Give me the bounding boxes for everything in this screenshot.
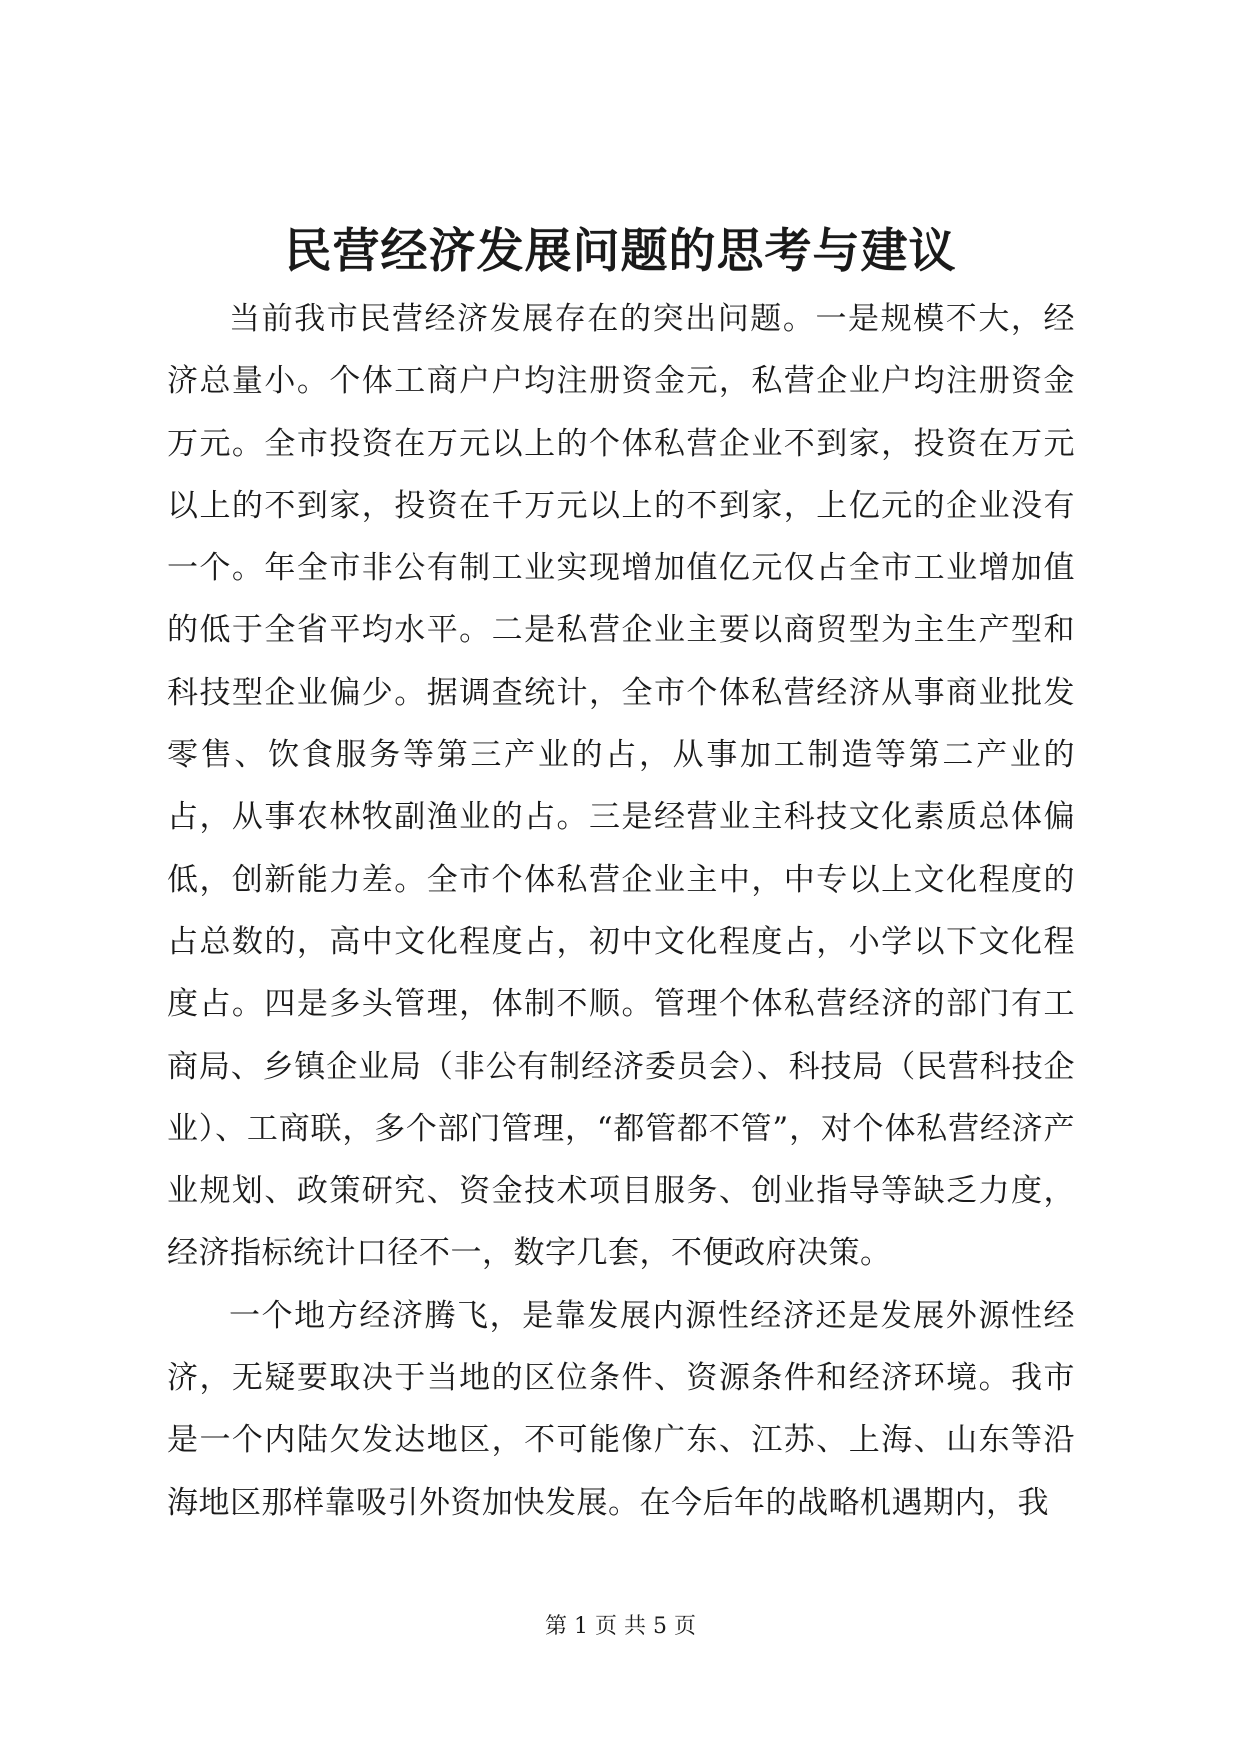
paragraph-1: 当前我市民营经济发展存在的突出问题。一是规模不大，经济总量小。个体工商户户均注册资金元，私营企业户均注册资金万元。全市投资在万元以上的个体私营企业不到家，投资在万元以上的不到家，投资在千万元以上的不到家，上亿元的企业没有一个。年全市非公有制工业实现增加值亿元仅占全市工业增加值的低于全省平均水平。二是私营企业主要以商贸型为主生产型和科技型企业偏少。据调查统计，全市个体私营经济从事商业批发零售、饮食服务等第三产业的占，从事加工制造等第二产业的占，从事农林牧副渔业的占。三是经营业主科技文化素质总体偏低，创新能力差。全市个体私营企业主中，中专以上文化程度的占总数的，高中文化程度占，初中文化程度占，小学以下文化程度占。四是多头管理，体制不顺。管理个体私营经济的部门有工商局、乡镇企业局（非公有制经济委员会）、科技局（民营科技企业）、工商联，多个部门管理，“都管都不管”，对个体私营经济产业规划、政策研究、资金技术项目服务、创业指导等缺乏力度，经济指标统计口径不一，数字几套，不便政府决策。: [167, 301, 1075, 1272]
document-title: 民营经济发展问题的思考与建议: [284, 224, 957, 279]
document-body: [167, 288, 1075, 1534]
page-number-footer: 第 1 页 共 5 页: [545, 1614, 696, 1639]
paragraph-2: 一个地方经济腾飞，是靠发展内源性经济还是发展外源性经济，无疑要取决于当地的区位条件、资源条件和经济环境。我市是一个内陆欠发达地区，不可能像广东、江苏、上海、山东等沿海地区那样靠吸引外资加快发展。在今后年的战略机遇期内，我: [167, 1297, 1075, 1521]
